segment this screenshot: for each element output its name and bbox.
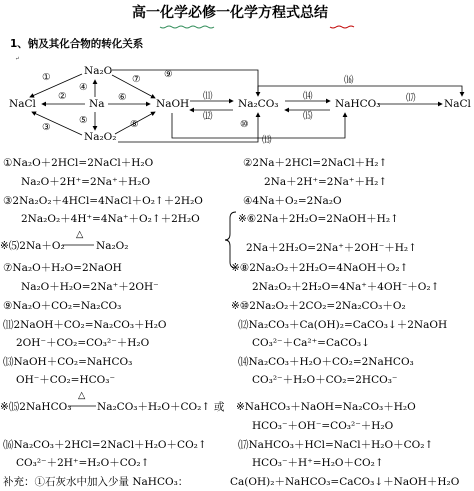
eq-12b: CO₃²⁻＋Ca²⁺=CaCO₃↓	[252, 337, 370, 349]
eq-15-or: 或	[214, 401, 225, 413]
label-13: ⒀	[262, 135, 272, 146]
eq-14b: CO₃²⁻＋H₂O＋CO₂=2HCO₃⁻	[252, 374, 398, 386]
eq-2b: 2Na＋2H⁺=2Na⁺＋H₂↑	[264, 176, 388, 188]
eq-14a: ⒁Na₂CO₃＋H₂O＋CO₂=2NaHCO₃	[238, 356, 414, 368]
eq-11b: 2OH⁻＋CO₂=CO₃²⁻＋H₂O	[16, 337, 150, 349]
eq-17a: ⒄NaHCO₃＋HCl=NaCl＋H₂O＋CO₂↑	[238, 439, 434, 451]
node-nacl-right: NaCl	[444, 98, 471, 110]
eq-6a: ※⑥2Na＋2H₂O=2NaOH＋H₂↑	[238, 213, 399, 225]
eq-15-prefix: ※⒂2NaHCO₃	[0, 401, 72, 413]
label-10: ⑩	[240, 119, 249, 130]
eq-13a: ⒀NaOH＋CO₂=NaHCO₃	[3, 356, 133, 368]
eq-17b: HCO₃⁻＋H⁺=H₂O＋CO₂↑	[252, 457, 384, 469]
supplement-label: 补充：①石灰水中加入少量 NaHCO₃：	[3, 476, 189, 488]
eq-3a: ③2Na₂O₂＋4HCl=4NaCl＋O₂↑＋2H₂O	[3, 195, 203, 207]
label-8: ⑧	[130, 119, 139, 130]
label-15: ⒂	[303, 111, 313, 122]
eq-5-suffix: Na₂O₂	[96, 240, 129, 252]
label-4: ④	[79, 82, 88, 93]
eq-16b: CO₃²⁻＋2H⁺=H₂O＋CO₂↑	[16, 457, 150, 469]
eq-1b: Na₂O＋2H⁺=2Na⁺＋H₂O	[21, 176, 151, 188]
node-nahco3: NaHCO₃	[335, 98, 381, 110]
node-na2o2: Na₂O₂	[84, 131, 117, 143]
eq-4: ④4Na＋O₂=2Na₂O	[243, 195, 342, 207]
label-5: ⑤	[79, 115, 88, 126]
label-11: ⑾	[203, 91, 213, 102]
svg-text:↵: ↵	[15, 56, 20, 62]
eq-3b: 2Na₂O₂＋4H⁺=4Na⁺＋O₂↑＋2H₂O	[21, 213, 200, 225]
eq-10: ※⑩2Na₂O₂＋2CO₂=2Na₂CO₃＋O₂	[231, 300, 406, 312]
eq-5-condition: △	[76, 229, 84, 240]
supplement-equation: Ca(OH)₂＋NaHCO₃=CaCO₃↓＋NaOH＋H₂O	[230, 476, 460, 488]
eq-15-suffix: Na₂CO₃＋H₂O＋CO₂↑	[97, 401, 211, 413]
node-na2co3: Na₂CO₃	[238, 98, 279, 110]
eq-8d: 2Na₂O₂＋2H₂O=4Na⁺＋4OH⁻＋O₂↑	[252, 281, 440, 293]
label-16: ⒃	[344, 75, 354, 86]
eq-2a: ②2Na＋2HCl=2NaCl＋H₂↑	[243, 157, 388, 169]
label-9: ⑨	[164, 69, 173, 80]
node-nacl-left: NaCl	[9, 98, 36, 110]
eq-9: ⑨Na₂O＋CO₂=Na₂CO₃	[3, 300, 122, 312]
eq-13b: OH⁻＋CO₂=HCO₃⁻	[16, 374, 116, 386]
eq-16a: ⒃Na₂CO₃＋2HCl=2NaCl＋H₂O＋CO₂↑	[3, 439, 207, 451]
eq-8c: ※⑧2Na₂O₂＋2H₂O=4NaOH＋O₂↑	[231, 262, 409, 274]
eq-7a: ⑦Na₂O＋H₂O=2NaOH	[3, 262, 122, 274]
node-na: Na	[89, 98, 105, 110]
label-14: ⒁	[303, 91, 313, 102]
section-heading: 1、钠及其化合物的转化关系	[10, 38, 144, 50]
eq-7b: Na₂O＋H₂O=2Na⁺＋2OH⁻	[21, 281, 159, 293]
eq-15-condition: △	[78, 390, 86, 401]
eq-11a: ⑾2NaOH＋CO₂=Na₂CO₃＋H₂O	[3, 319, 167, 331]
node-na2o: Na₂O	[84, 65, 113, 77]
eq-1a: ①Na₂O＋2HCl=2NaCl＋H₂O	[3, 157, 154, 169]
eq-5-prefix: ※⑸2Na＋O₂	[0, 240, 65, 252]
label-7: ⑦	[132, 74, 141, 85]
label-6: ⑥	[118, 92, 127, 103]
eq-15r-a: ※NaHCO₃＋NaOH=Na₂CO₃＋H₂O	[236, 401, 416, 413]
label-1: ①	[42, 72, 51, 83]
label-2: ②	[58, 91, 67, 102]
label-3: ③	[42, 122, 51, 133]
label-17: ⒄	[406, 93, 416, 104]
eq-12a: ⑿Na₂CO₃＋Ca(OH)₂=CaCO₃↓＋2NaOH	[238, 319, 448, 331]
page-title: 高一化学必修一化学方程式总结	[132, 5, 328, 21]
node-naoh: NaOH	[156, 98, 190, 110]
eq-15r-b: HCO₃⁻＋OH⁻=CO₃²⁻＋H₂O	[252, 420, 394, 432]
label-12: ⑿	[203, 111, 213, 122]
eq-6b: 2Na＋2H₂O=2Na⁺＋2OH⁻＋H₂↑	[246, 242, 417, 254]
